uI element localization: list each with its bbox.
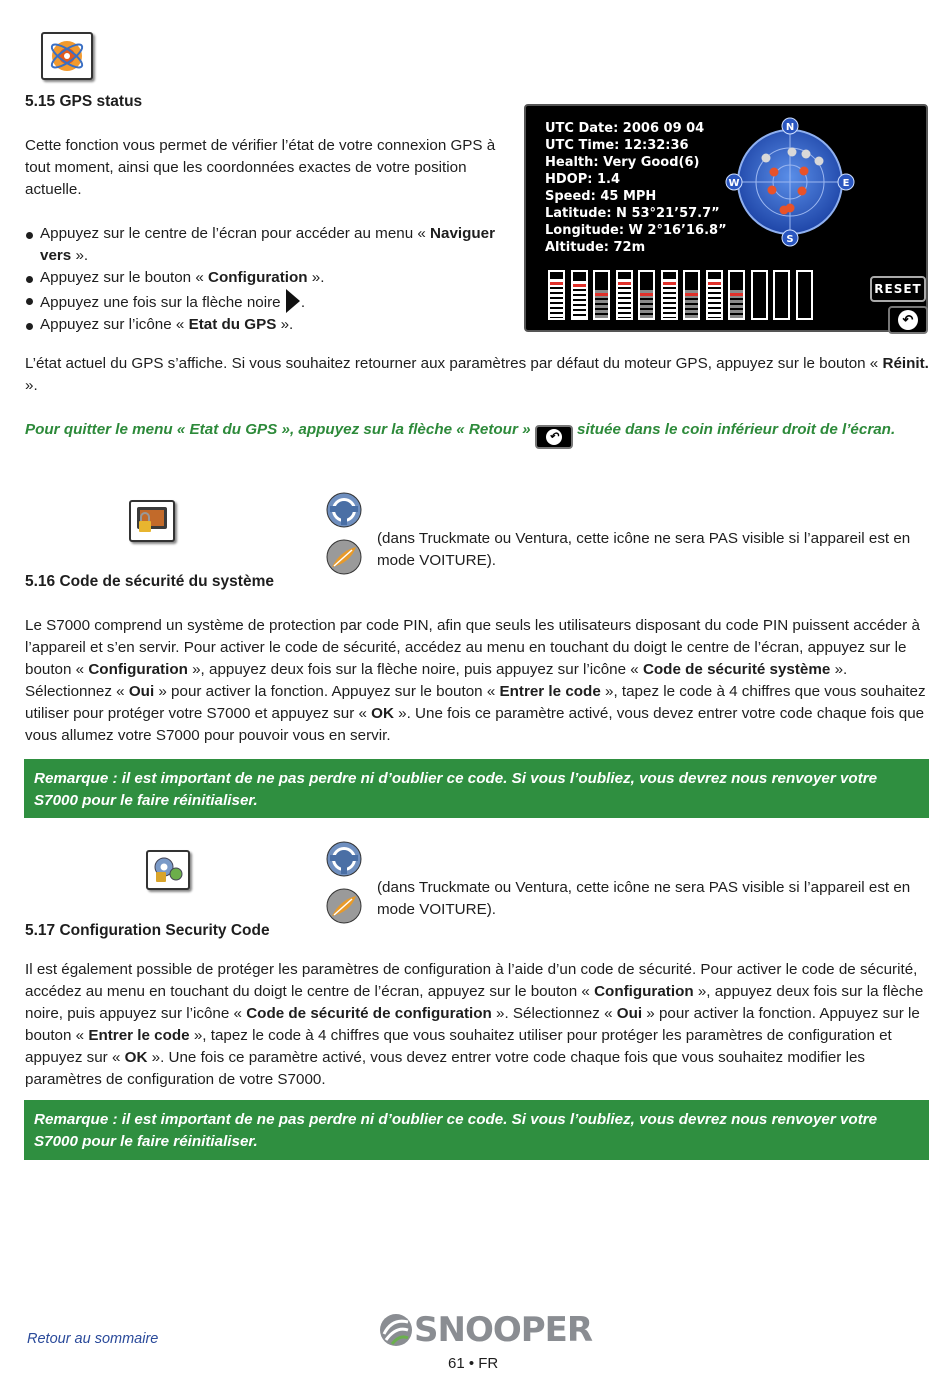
- signal-bar: [548, 270, 565, 320]
- gps-info-lines: [545, 120, 727, 256]
- utc-date: UTC Date: 2006 09 04: [545, 121, 705, 136]
- signal-bar: [661, 270, 678, 320]
- longitude: Longitude: W 2°16’16.8”: [545, 223, 727, 238]
- section-5-15-heading: 5.15 GPS status: [25, 93, 143, 110]
- section-5-16-heading: 5.16 Code de sécurité du système: [25, 573, 274, 590]
- signal-bar: [616, 270, 633, 320]
- satellite-sky-plot: [724, 116, 856, 248]
- signal-bar: [571, 270, 588, 320]
- gps-status-icon: [41, 32, 93, 80]
- truck-mode-icon-2: [326, 841, 362, 877]
- section-5-16-side-note: (dans Truckmate ou Ventura, cette icône ne sera PAS visible si l’appareil est en mode VOITURE).: [377, 530, 911, 569]
- page-number: 61 • FR: [448, 1355, 499, 1372]
- configuration-security-code-icon: [146, 850, 190, 890]
- compass-n: N: [785, 122, 795, 133]
- quit-instruction: Pour quitter le menu « Etat du GPS », appuyez sur la flèche « Retour » ↶ située dans le coin inférieur droit de l’écran.: [25, 419, 930, 449]
- compass-w: W: [728, 178, 740, 189]
- gps-status-screen: [524, 104, 928, 332]
- section-5-17-note: Remarque : il est important de ne pas perdre ni d’oublier ce code. Si vous l’oubliez, vous devrez nous renvoyer votre S7000 pour le faire réinitialiser.: [24, 1100, 929, 1160]
- back-arrow-icon: ↶: [898, 310, 918, 330]
- section-5-17-heading: 5.17 Configuration Security Code: [25, 922, 270, 939]
- list-item: Appuyez sur le centre de l’écran pour accéder au menu « Naviguer vers ».: [25, 223, 505, 267]
- speed: Speed: 45 MPH: [545, 189, 657, 204]
- health: Health: Very Good(6): [545, 155, 700, 170]
- back-button[interactable]: [888, 306, 928, 334]
- system-security-code-icon: [129, 500, 175, 542]
- section-5-16-paragraph: Le S7000 comprend un système de protection par code PIN, afin que seuls les utilisateurs disposant du code PIN puissent accéder à l’appareil et s’en servir. Pour activer le code de sécurité, accédez au menu en touchant du doigt le centre de l’écran, appuyez sur le bouton « Configuration », appuyez deux fois sur la flèche noire, puis appuyez sur l’icône « Code de sécurité système ». Sélectionnez « Oui » pour activer la fonction. Appuyez sur le bouton « Entrer le code », tapez le code à 4 chiffres que vous souhaitez utiliser pour protéger votre S7000 et appuyez sur « OK ». Une fois ce paramètre activé, vous devez entrer votre code chaque fois que vous allumez votre S7000 pour pouvoir vous en servir.: [25, 617, 926, 744]
- snooper-logo: [378, 1310, 592, 1350]
- section-5-16-note: Remarque : il est important de ne pas perdre ni d’oublier ce code. Si vous l’oubliez, vous devrez nous renvoyer votre S7000 pour le faire réinitialiser.: [24, 759, 929, 818]
- gps-status-paragraph: L’état actuel du GPS s’affiche. Si vous souhaitez retourner aux paramètres par défaut du moteur GPS, appuyez sur le bouton « Réinit. ».: [25, 355, 929, 394]
- inline-back-icon: ↶: [535, 425, 573, 449]
- section-5-17-paragraph: Il est également possible de protéger les paramètres de configuration à l’aide d’un code de sécurité. Pour activer le code de sécurité, accédez au menu en touchant du doigt le centre de l’écran, appuyez sur le bouton « Configuration », appuyez deux fois sur la flèche noire, puis appuyez sur l’icône « Code de sécurité de configuration ». Sélectionnez « Oui » pour activer la fonction. Appuyez sur le bouton « Entrer le code », tapez le code à 4 chiffres que vous souhaitez utiliser pour protéger les paramètres de configuration et appuyez sur « OK ». Une fois ce paramètre activé, vous devez entrer votre code chaque fois que vous souhaitez modifier les paramètres de configuration de votre S7000.: [25, 961, 924, 1088]
- ventura-mode-icon: [326, 539, 362, 575]
- black-arrow-icon: [285, 289, 301, 313]
- satellite-orbit-icon: [47, 37, 87, 75]
- section-5-15-intro: Cette fonction vous permet de vérifier l’état de votre connexion GPS à tout moment, ainsi que les coordonnées exactes de votre position actuelle.: [25, 137, 496, 198]
- compass-s: S: [786, 234, 794, 245]
- snooper-logo-text: SNOOPER: [414, 1310, 593, 1350]
- altitude: Altitude: 72m: [545, 240, 646, 255]
- instruction-list: [25, 223, 505, 336]
- signal-bar: [796, 270, 813, 320]
- back-to-contents-link[interactable]: Retour au sommaire: [27, 1331, 159, 1347]
- signal-bar: [751, 270, 768, 320]
- config-lock-icon: [150, 854, 186, 886]
- signal-bar: [773, 270, 790, 320]
- reset-button[interactable]: RESET: [870, 276, 926, 302]
- signal-bar: [593, 270, 610, 320]
- utc-time: UTC Time: 12:32:36: [545, 138, 689, 153]
- padlock-screen-icon: [133, 504, 171, 538]
- snooper-logo-icon: [378, 1312, 414, 1348]
- signal-bar: [706, 270, 723, 320]
- ventura-mode-icon-2: [326, 888, 362, 924]
- list-item: Appuyez sur le bouton « Configuration ».: [25, 267, 505, 289]
- hdop: HDOP: 1.4: [545, 172, 621, 187]
- list-item: Appuyez une fois sur la flèche noire .: [25, 289, 505, 314]
- signal-bar: [638, 270, 655, 320]
- truck-mode-icon: [326, 492, 362, 528]
- signal-bar: [683, 270, 700, 320]
- compass-e: E: [842, 178, 850, 189]
- signal-bar: [728, 270, 745, 320]
- section-5-17-side-note: (dans Truckmate ou Ventura, cette icône ne sera PAS visible si l’appareil est en mode VOITURE).: [377, 879, 911, 918]
- list-item: Appuyez sur l’icône « Etat du GPS ».: [25, 314, 505, 336]
- latitude: Latitude: N 53°21’57.7”: [545, 206, 720, 221]
